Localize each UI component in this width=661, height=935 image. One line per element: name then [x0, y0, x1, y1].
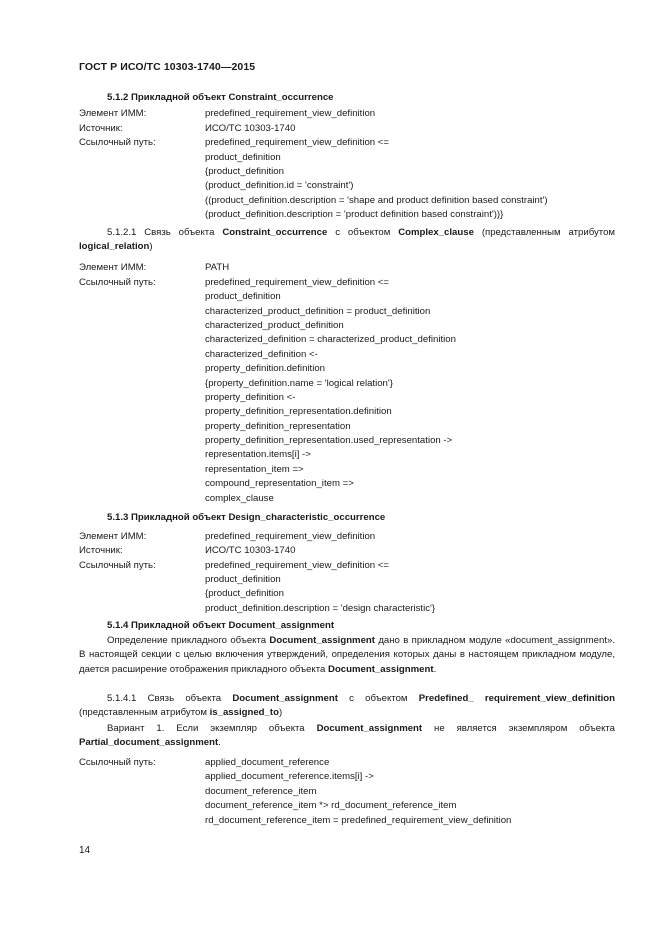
field-label: Источник:: [79, 545, 123, 556]
path-line: product_definition.description = 'design characteristic'}: [205, 603, 436, 614]
path-line: {product_definition: [205, 588, 284, 599]
path-line: characterized_definition = characterized_product_definition: [205, 334, 456, 345]
variant-paragraph: Вариант 1. Если экземпляр объекта Document_assignment не является экземпляром объекта Partial_document_assignment.: [79, 723, 615, 749]
path-line: document_reference_item *> rd_document_reference_item: [205, 800, 457, 811]
path-line: product_definition: [205, 291, 281, 302]
path-line: characterized_definition <-: [205, 349, 318, 360]
field-label: Элемент ИММ:: [79, 262, 147, 273]
path-line: applied_document_reference: [205, 757, 330, 768]
path-line: property_definition_representation.definition: [205, 406, 392, 417]
field-value: ИСО/ТС 10303-1740: [205, 545, 296, 556]
field-label: Ссылочный путь:: [79, 560, 156, 571]
field-label: Источник:: [79, 123, 123, 134]
path-line: property_definition_representation: [205, 421, 351, 432]
section-title-5-1-4: 5.1.4 Прикладной объект Document_assignment: [107, 620, 335, 631]
path-line: property_definition_representation.used_representation ->: [205, 435, 453, 446]
field-value: predefined_requirement_view_definition <=: [205, 277, 390, 288]
document-header: ГОСТ Р ИСО/ТС 10303-1740—2015: [79, 61, 256, 73]
field-label: Элемент ИММ:: [79, 531, 147, 542]
path-line: applied_document_reference.items[i] ->: [205, 771, 374, 782]
page-number: 14: [79, 845, 91, 856]
field-value: predefined_requirement_view_definition <=: [205, 137, 390, 148]
field-value: predefined_requirement_view_definition: [205, 531, 376, 542]
path-line: property_definition <-: [205, 392, 296, 403]
field-label: Элемент ИММ:: [79, 108, 147, 119]
path-line: characterized_product_definition = product_definition: [205, 306, 431, 317]
path-line: complex_clause: [205, 493, 274, 504]
path-line: representation_item =>: [205, 464, 304, 475]
path-line: characterized_product_definition: [205, 320, 344, 331]
path-line: ((product_definition.description = 'shape and product definition based constraint'): [205, 195, 548, 206]
path-line: (product_definition.description = 'product definition based constraint'))}: [205, 209, 504, 220]
path-line: product_definition: [205, 574, 281, 585]
relation-paragraph-5-1-2-1: 5.1.2.1 Связь объекта Constraint_occurrence с объектом Complex_clause (представленным атрибутом logical_relation): [79, 227, 616, 253]
field-value: ИСО/ТС 10303-1740: [205, 123, 296, 134]
field-label: Ссылочный путь:: [79, 277, 156, 288]
definition-paragraph: Определение прикладного объекта Document_assignment дано в прикладном модуле «document_assignment». В настоящей секции с целью включения утверждений, определения которых даны в настоящем прикладном модуле, дается расширение отображения прикладного объекта Document_assignment.: [79, 635, 615, 675]
field-value: predefined_requirement_view_definition <=: [205, 560, 390, 571]
path-line: representation.items[i] ->: [205, 449, 311, 460]
path-line: (product_definition.id = 'constraint'): [205, 180, 354, 191]
relation-paragraph-5-1-4-1: 5.1.4.1 Связь объекта Document_assignment с объектом Predefined_ requirement_view_definition (представленным атрибутом is_assigned_to): [79, 693, 615, 719]
section-title-5-1-3: 5.1.3 Прикладной объект Design_characteristic_occurrence: [107, 512, 386, 523]
field-value: predefined_requirement_view_definition: [205, 108, 376, 119]
path-line: {product_definition: [205, 166, 284, 177]
field-label: Ссылочный путь:: [79, 137, 156, 148]
path-line: compound_representation_item =>: [205, 478, 354, 489]
path-line: product_definition: [205, 152, 281, 163]
path-line: document_reference_item: [205, 786, 317, 797]
section-title-5-1-2: 5.1.2 Прикладной объект Constraint_occurrence: [107, 92, 334, 103]
field-label: Ссылочный путь:: [79, 757, 156, 768]
field-value: PATH: [205, 262, 230, 273]
path-line: {property_definition.name = 'logical relation'}: [205, 378, 393, 389]
path-line: rd_document_reference_item = predefined_requirement_view_definition: [205, 815, 512, 826]
path-line: property_definition.definition: [205, 363, 326, 374]
